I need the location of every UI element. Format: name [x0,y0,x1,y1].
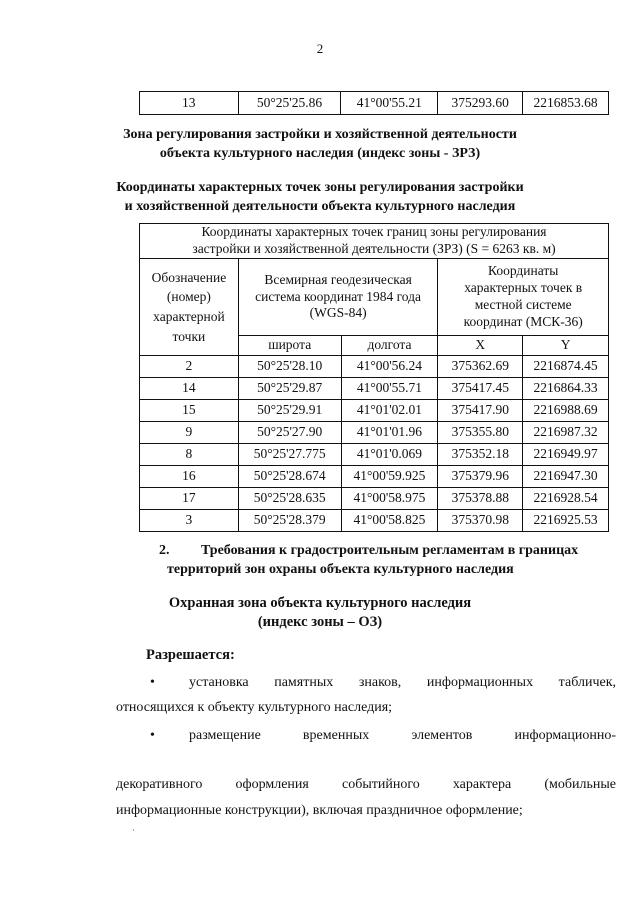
page-number: 2 [316,41,324,56]
table-row [140,510,609,532]
cell-x: 375355.80 [438,422,523,444]
zone-heading-line-2: объекта культурного наследия (индекс зоны - ЗРЗ) [159,146,481,161]
cell-point-number: 14 [140,378,239,400]
header-latitude: широта [238,336,341,356]
table-row [140,378,609,400]
coordinates-table [139,223,609,532]
cell-longitude: 41°00'58.825 [341,510,438,532]
cell-y: 2216947.30 [523,466,609,488]
table-row [140,466,609,488]
cell-y: 2216928.54 [523,488,609,510]
cell-x: 375352.18 [438,444,523,466]
section-title-line-2: территорий зон охраны объекта культурного наследия [167,562,514,577]
cell-x: 375293.60 [438,92,523,115]
cell-point-number: 2 [140,356,239,378]
cell-point-number: 3 [140,510,239,532]
header-local-system: Координаты характерных точек в местной системе координат (МСК-36) [438,259,609,336]
table-row [140,400,609,422]
item-2-line-2: декоративного оформления событийного характера (мобильные [116,777,616,792]
cell-longitude: 41°01'02.01 [341,400,438,422]
cell-latitude: 50°25'28.635 [238,488,341,510]
allowed-label: Разрешается: [146,647,235,663]
cell-latitude: 50°25'28.674 [238,466,341,488]
continuation-table [139,91,609,115]
cell-latitude: 50°25'28.10 [238,356,341,378]
cell-y: 2216864.33 [523,378,609,400]
header-x: X [438,336,523,356]
table-row [140,444,609,466]
bullet-icon: • [150,675,155,690]
cell-point-number: 13 [140,92,239,115]
cell-y: 2216874.45 [523,356,609,378]
header-longitude: долгота [341,336,438,356]
cell-longitude: 41°01'01.96 [341,422,438,444]
header-wgs84: Всемирная геодезическая система координат 1984 года (WGS-84) [238,259,438,336]
cell-longitude: 41°00'55.71 [341,378,438,400]
item-1-line-1: установка памятных знаков, информационных табличек, [189,675,616,690]
cell-point-number: 15 [140,400,239,422]
stray-mark: · [132,826,135,835]
header-y: Y [523,336,609,356]
cell-longitude: 41°00'59.925 [341,466,438,488]
section-number: 2. [159,543,170,558]
cell-x: 375362.69 [438,356,523,378]
coords-heading-line-2: и хозяйственной деятельности объекта культурного наследия [124,199,516,214]
cell-y: 2216853.68 [523,92,609,115]
cell-longitude: 41°00'55.21 [341,92,438,115]
coords-heading-line-1: Координаты характерных точек зоны регулирования застройки [116,180,524,195]
cell-y: 2216987.32 [523,422,609,444]
item-2-line-3: информационные конструкции), включая праздничное оформление; [116,803,523,818]
cell-point-number: 16 [140,466,239,488]
cell-latitude: 50°25'27.90 [238,422,341,444]
item-1-line-2: относящихся к объекту культурного наследия; [116,700,393,715]
cell-x: 375370.98 [438,510,523,532]
table-row [140,92,609,115]
cell-longitude: 41°00'56.24 [341,356,438,378]
section-title-line-1: Требования к градостроительным регламентам в границах [201,543,579,558]
table-caption: Координаты характерных точек границ зоны регулирования застройки и хозяйственной деятельности (ЗРЗ) (S = 6263 кв. м) [140,224,609,259]
cell-latitude: 50°25'25.86 [238,92,341,115]
oz-heading-line-2: (индекс зоны – ОЗ) [257,614,383,630]
cell-latitude: 50°25'29.91 [238,400,341,422]
zone-heading-line-1: Зона регулирования застройки и хозяйственной деятельности [123,127,517,142]
table-row [140,488,609,510]
cell-longitude: 41°01'0.069 [341,444,438,466]
cell-latitude: 50°25'29.87 [238,378,341,400]
cell-point-number: 17 [140,488,239,510]
cell-latitude: 50°25'28.379 [238,510,341,532]
cell-point-number: 8 [140,444,239,466]
cell-x: 375379.96 [438,466,523,488]
bullet-icon: • [150,728,155,743]
oz-heading-line-1: Охранная зона объекта культурного наследия [168,595,472,611]
item-2-line-1: размещение временных элементов информационно- [189,728,616,743]
cell-longitude: 41°00'58.975 [341,488,438,510]
cell-point-number: 9 [140,422,239,444]
table-row [140,422,609,444]
table-row [140,356,609,378]
cell-latitude: 50°25'27.775 [238,444,341,466]
cell-x: 375417.45 [438,378,523,400]
cell-y: 2216988.69 [523,400,609,422]
header-designation: Обозначение (номер) характерной точки [140,259,239,356]
cell-x: 375378.88 [438,488,523,510]
cell-y: 2216925.53 [523,510,609,532]
cell-y: 2216949.97 [523,444,609,466]
cell-x: 375417.90 [438,400,523,422]
